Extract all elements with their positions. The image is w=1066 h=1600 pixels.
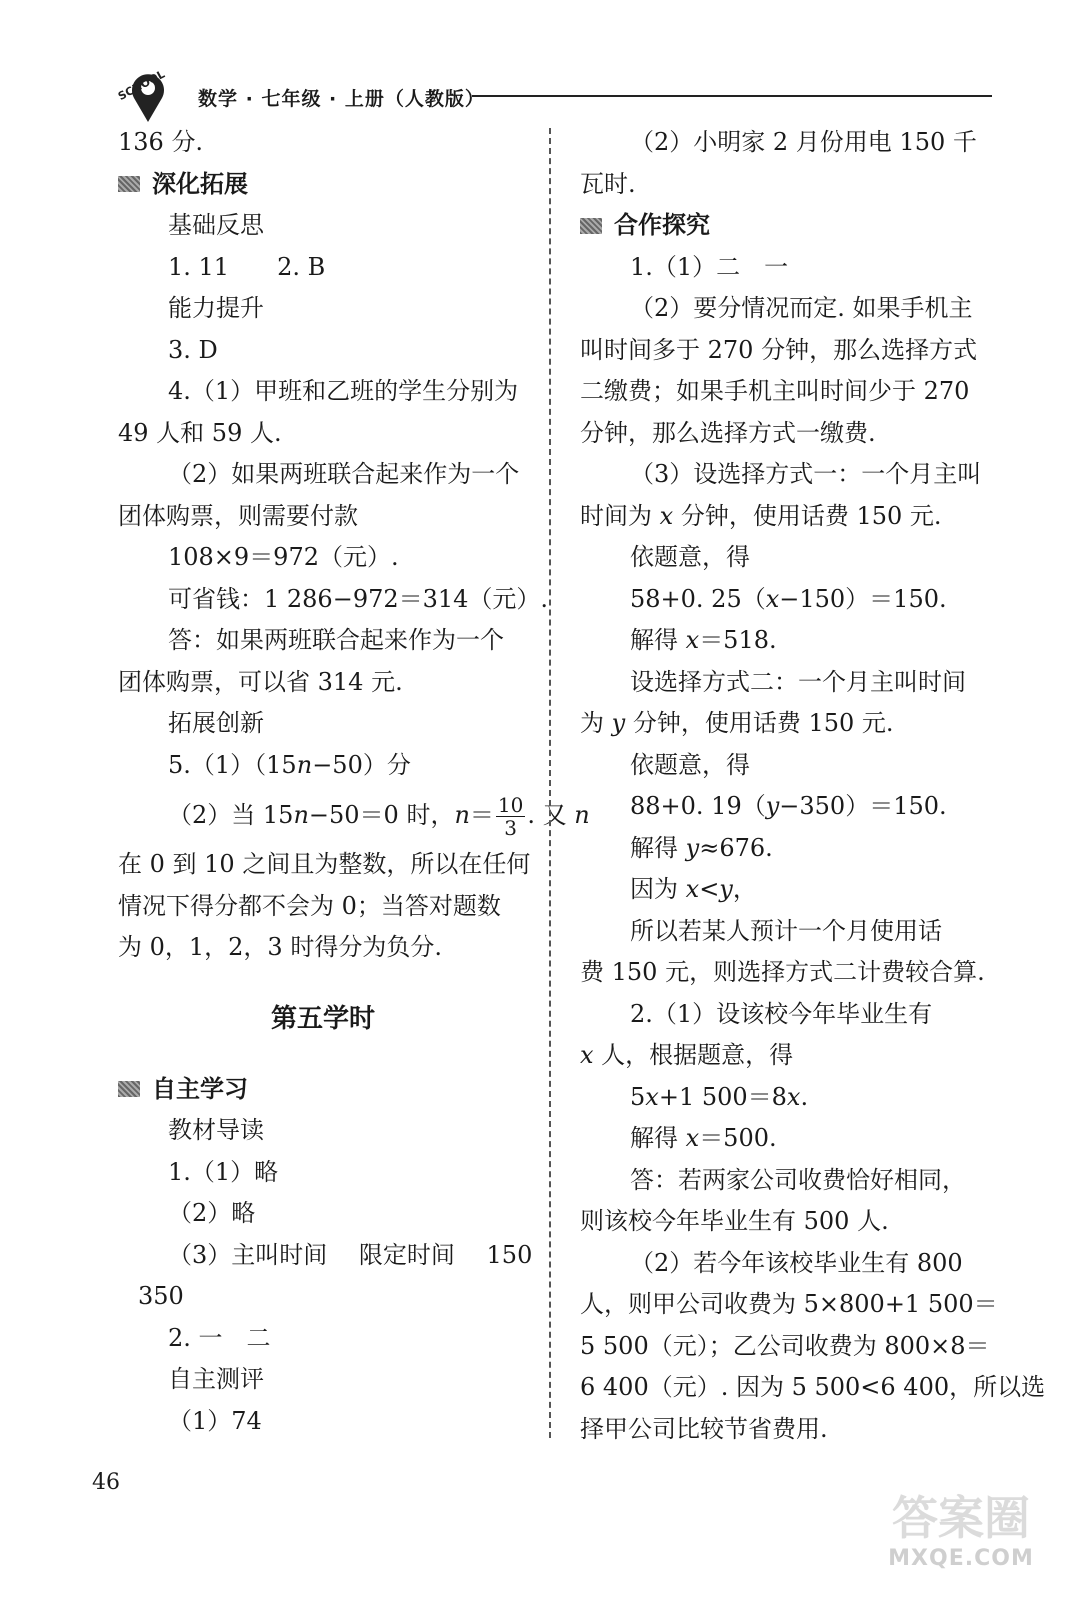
text-line: 为 0，1，2，3 时得分为负分.: [118, 933, 442, 961]
fraction: $\frac{10}{3}$: [497, 793, 524, 840]
watermark: [876, 1478, 1046, 1588]
text-line: 人，则甲公司收费为 5×800+1 500＝: [580, 1290, 998, 1318]
text-line: 择甲公司比较节省费用.: [580, 1414, 828, 1443]
text-line: 则该校今年毕业生有 500 人.: [580, 1207, 889, 1235]
text-line: 二缴费；如果手机主叫时间少于 270: [580, 377, 970, 405]
text-line: 瓦时.: [580, 169, 636, 198]
text-line: 情况下得分都不会为 0；当答对题数: [118, 891, 501, 920]
watermark-logo: 答案圈: [892, 1491, 1030, 1545]
section-marker-icon: [580, 218, 602, 234]
text-line: 依题意，得: [630, 750, 750, 779]
text-line: 1. 11 2. B: [168, 252, 326, 281]
text-line: 设选择方式二：一个月主叫时间: [630, 667, 966, 696]
text-line: 所以若某人预计一个月使用话: [630, 916, 942, 945]
text-line: 为 y 分钟，使用话费 150 元.: [580, 709, 894, 737]
text-line: 5 500（元）；乙公司收费为 800×8＝: [580, 1331, 990, 1360]
text-line: 解得 y≈676.: [630, 833, 773, 862]
equation: 88+0. 19（y−350）＝150.: [630, 792, 947, 820]
text-line: （2）若今年该校毕业生有 800: [630, 1248, 963, 1277]
watermark-url: MXQE.COM: [888, 1546, 1034, 1571]
text-line: 136 分.: [118, 128, 204, 156]
text-line: （2）小明家 2 月份用电 150 千: [630, 128, 977, 156]
text-line: 2.（1）设该校今年毕业生有: [630, 999, 933, 1028]
text-line: 2. 一 二: [168, 1323, 271, 1352]
left-column: [118, 122, 590, 1442]
text-line: 解得 x＝500.: [630, 1124, 777, 1152]
header-title: 数学 · 七年级 · 上册（人教版）: [198, 88, 485, 110]
page-header: [112, 64, 992, 120]
text-line: 分钟，那么选择方式一缴费.: [580, 418, 876, 447]
text-line: 叫时间多于 270 分钟，那么选择方式: [580, 335, 978, 364]
text-line: 在 0 到 10 之间且为整数，所以在任何: [118, 850, 531, 878]
text-line: 因为 x<y，: [630, 875, 757, 903]
text-line: 1.（1）略: [168, 1157, 279, 1186]
section-marker-icon: [118, 1081, 140, 1097]
column-divider: [549, 128, 551, 1438]
section-heading-deep: 深化拓展: [118, 164, 528, 206]
lesson-title: 第五学时: [270, 1003, 375, 1034]
text-line: （3）主叫时间 限定时间 150: [168, 1240, 533, 1269]
school-logo: [112, 64, 184, 124]
right-column: [580, 122, 1046, 1450]
text-line: （2）要分情况而定. 如果手机主: [630, 294, 973, 322]
text-line: 团体购票，则需要付款: [118, 501, 358, 530]
subheading: 教材导读: [168, 1116, 264, 1144]
text-line: 5.（1）（15n−50）分: [168, 750, 411, 779]
section-heading-self: 自主学习: [118, 1069, 528, 1111]
text-line: 答：若两家公司收费恰好相同，: [630, 1165, 966, 1194]
text-line: 6 400（元）. 因为 5 500<6 400，所以选: [580, 1373, 1046, 1401]
subheading: 自主测评: [168, 1365, 264, 1393]
svg-text:SCHOOL: SCHOOL: [115, 67, 167, 103]
text-line: 可省钱：1 286−972＝314（元）.: [168, 584, 549, 613]
text-line: （2）如果两班联合起来作为一个: [168, 460, 520, 488]
text-line: 49 人和 59 人.: [118, 418, 282, 447]
page-number: 46: [92, 1470, 120, 1495]
text-line: 依题意，得: [630, 543, 750, 571]
text-line: 费 150 元，则选择方式二计费较合算.: [580, 958, 985, 986]
subheading: 基础反思: [168, 211, 264, 239]
subheading: 拓展创新: [168, 709, 264, 737]
section-marker-icon: [118, 176, 140, 192]
text-line: （2）略: [168, 1199, 256, 1227]
text-line: 108×9＝972（元）.: [168, 543, 399, 571]
text-line: 解得 x＝518.: [630, 626, 777, 654]
subheading: 能力提升: [168, 294, 264, 322]
text-line: 350: [138, 1282, 184, 1310]
equation: 5x+1 500＝8x.: [630, 1082, 809, 1111]
text-line: 4.（1）甲班和乙班的学生分别为: [168, 377, 519, 405]
text-line: 时间为 x 分钟，使用话费 150 元.: [580, 501, 942, 530]
equation: 58+0. 25（x−150）＝150.: [630, 584, 947, 613]
text-line: （1）74: [168, 1406, 262, 1435]
text-line: 1.（1）二 一: [630, 252, 789, 281]
text-line: （3）设选择方式一：一个月主叫: [630, 460, 982, 488]
section-heading-coop: 合作探究: [580, 205, 990, 247]
text-line: 3. D: [168, 335, 218, 364]
text-line: 答：如果两班联合起来作为一个: [168, 626, 504, 654]
header-rule: [472, 95, 992, 97]
text-line: x 人，根据题意，得: [580, 1041, 794, 1069]
text-line-fraction: （2）当 15n−50＝0 时，n＝ $\frac{10}{3}$ . 又 n: [168, 793, 590, 840]
text-line: 团体购票，可以省 314 元.: [118, 667, 403, 696]
